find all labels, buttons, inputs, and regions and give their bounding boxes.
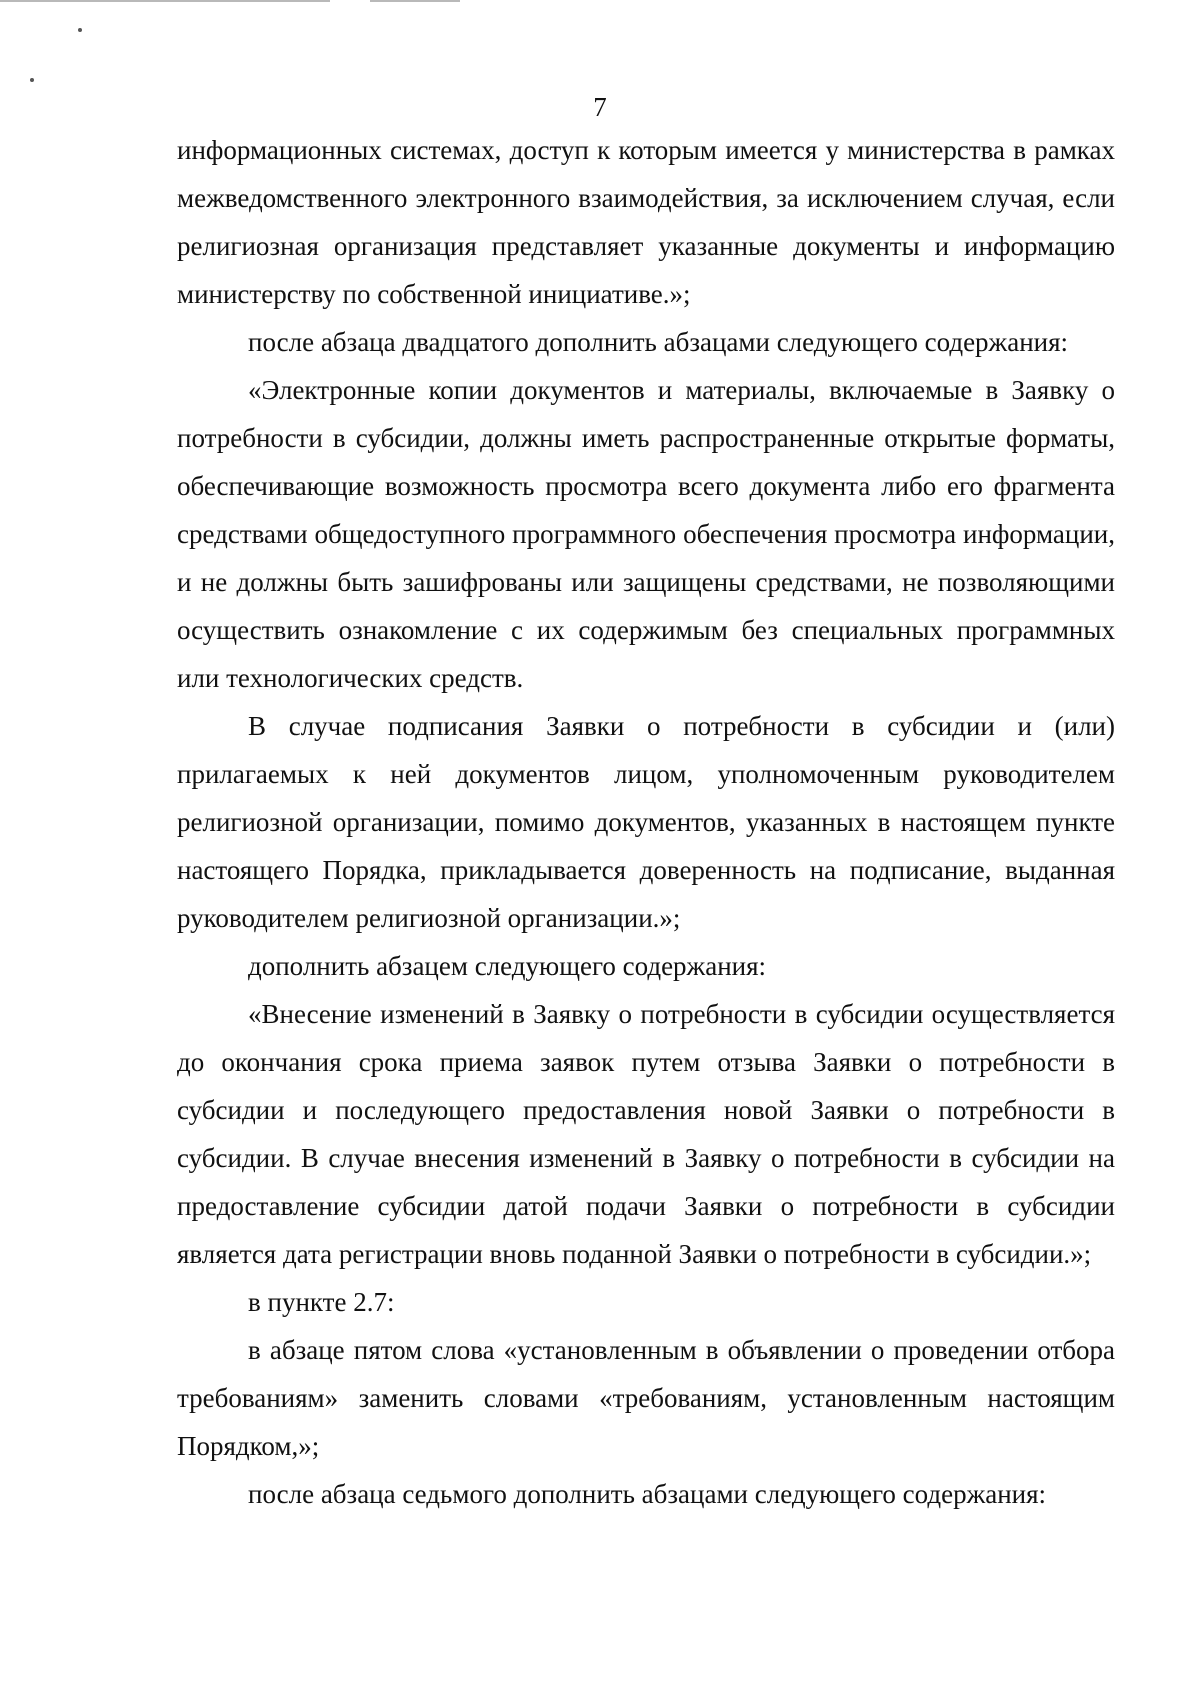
paragraph: «Электронные копии документов и материалы, включаемые в Заявку о потребности в субсидии, должны иметь распространенные открытые форматы, обеспечивающие возможность просмотра всего документа либо его фрагмента средствами общедоступного программного обеспечения просмотра информации, и не должны быть зашифрованы или защищены средствами, не позволяющими осуществить ознакомление с их содержимым без специальных программных или технологических средств.: [177, 375, 1115, 693]
scan-speck: [30, 78, 34, 82]
scan-edge-line: [0, 0, 330, 2]
paragraph: дополнить абзацем следующего содержания:: [248, 951, 767, 981]
paragraph: В случае подписания Заявки о потребности в субсидии и (или) прилагаемых к ней документов лицом, уполномоченным руководителем религиозной организации, помимо документов, указанных в настоящем пункте настоящего Порядка, прикладывается доверенность на подписание, выданная руководителем религиозной организации.»;: [177, 711, 1115, 933]
scan-edge-line: [370, 0, 460, 2]
scan-speck: [78, 28, 82, 32]
page-number: 7: [593, 92, 607, 122]
paragraph: в пункте 2.7:: [248, 1287, 395, 1317]
paragraph: после абзаца седьмого дополнить абзацами следующего содержания:: [248, 1479, 1047, 1509]
document-body: [177, 126, 1115, 1518]
paragraph: в абзаце пятом слова «установленным в объявлении о проведении отбора требованиям» заменить словами «требованиям, установленным настоящим Порядком,»;: [177, 1335, 1115, 1461]
paragraph: информационных системах, доступ к которым имеется у министерства в рамках межведомственного электронного взаимодействия, за исключением случая, если религиозная организация представляет указанные документы и информацию министерству по собственной инициативе.»;: [177, 135, 1115, 309]
paragraph: после абзаца двадцатого дополнить абзацами следующего содержания:: [248, 327, 1069, 357]
paragraph: «Внесение изменений в Заявку о потребности в субсидии осуществляется до окончания срока приема заявок путем отзыва Заявки о потребности в субсидии и последующего предоставления новой Заявки о потребности в субсидии. В случае внесения изменений в Заявку о потребности в субсидии на предоставление субсидии датой подачи Заявки о потребности в субсидии является дата регистрации вновь поданной Заявки о потребности в субсидии.»;: [177, 999, 1115, 1269]
